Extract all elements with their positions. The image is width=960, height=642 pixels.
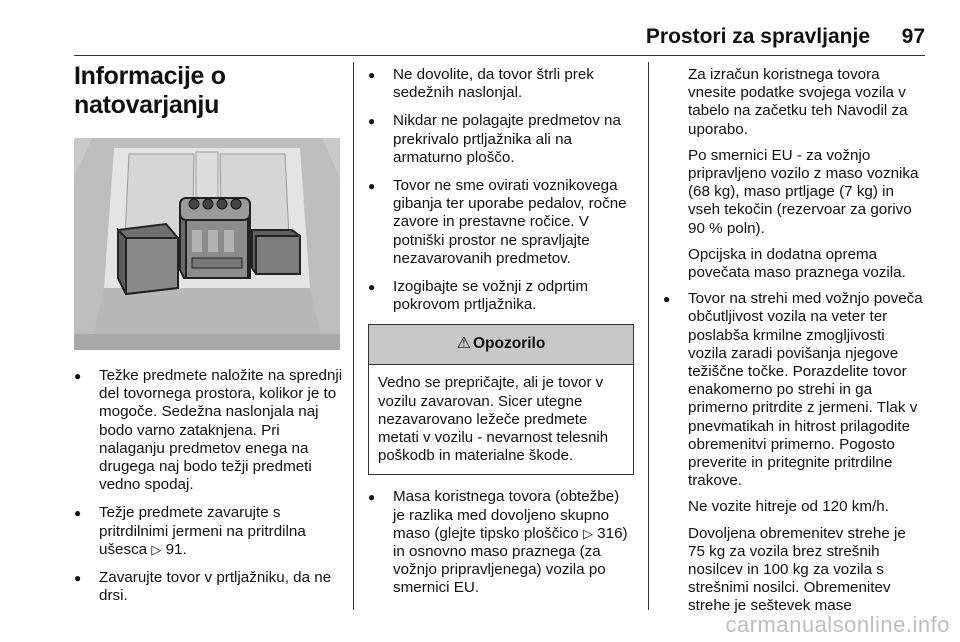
page-ref-arrow-icon: ▷ (151, 541, 162, 557)
list-item: ● Težke predmete naložite na sprednji del tovornega prostora, kolikor je to mogoče. Sedežna naslonjala naj bodo varno zataknjena. Pri nalaganju predmetov enega na drugega naj bodo težji predmeti vedno spodaj. (74, 367, 344, 494)
list-item: ● Nikdar ne polagajte predmetov na prekrivalo prtljažnika ali na armaturno ploščo. (368, 112, 634, 167)
list-item: ● Zavarujte tovor v prtljažniku, da ne drsi. (74, 569, 344, 605)
paragraph: Za izračun koristnega tovora vnesite podatke svojega vozila v tabelo na začetku teh Navodil za uporabo. (688, 66, 908, 138)
section-title-line1: Informacije o (74, 62, 226, 90)
loading-bullets-col2 (368, 66, 634, 314)
page-header-title: Prostori za spravljanje (645, 25, 870, 48)
paragraph: Opcijska in dodatna oprema povečata maso praznega vozila. (688, 245, 906, 282)
warning-title: Opozorilo (473, 335, 546, 353)
bullet-text: in osnovno maso praznega (za vožnjo pripravljenega) vozila po smernici EU. (393, 543, 606, 597)
column-2 (368, 66, 634, 608)
bullet-text: Masa koristnega tovora (obtežbe) je razlika med dovoljeno skupno maso (glejte tipsko ploščico (393, 488, 620, 542)
warning-body: Vedno se prepričajte, ali je tovor v vozilu zavarovan. Sicer utegne nezavarovano ležeče predmete metati v vozilu - nevarnost telesnih poškodb in materialne škode. (378, 374, 609, 465)
header-rule (74, 55, 925, 56)
section-title (74, 62, 344, 120)
cargo-illustration (74, 138, 340, 350)
page-ref: 91. (165, 540, 187, 558)
list-item (368, 488, 634, 597)
list-item: ● Tovor na strehi med vožnjo poveča občutljivost vozila na veter ter poslabša krmilne zmogljivosti vozila zaradi povišanja njegove težiščne točke. Porazdelite tovor enakomerno po strehi in ga primerno pritrdite z jermeni. Tlak v pnevmatikah in hitrost prilagodite obremenitvi primerno. Pogosto preverite in pritegnite pritrdilne trakove. (663, 290, 925, 490)
page-number: 97 (901, 25, 925, 48)
paragraph: Po smernici EU - za vožnjo pripravljeno vozilo z maso voznika (68 kg), maso prtljage (7 kg) in vseh tekočin (rezervoar za gorivo 90 % poln). (688, 146, 919, 237)
warning-icon: ⚠ (456, 335, 471, 353)
warning-box (368, 324, 634, 475)
paragraph: Ne vozite hitreje od 120 km/h. (688, 498, 889, 516)
page-ref: 316) (597, 524, 628, 542)
list-item: ● Izogibajte se vožnji z odprtim pokrovom prtljažnika. (368, 278, 634, 314)
paragraph: Dovoljena obremenitev strehe je 75 kg za vozila brez strešnih nosilcev in 100 kg za vozila s strešnimi nosilci. Obremenitev strehe je seštevek mase (688, 524, 906, 615)
list-item: ● Ne dovolite, da tovor štrli prek sedežnih naslonjal. (368, 66, 634, 102)
section-title-line2: natovarjanju (74, 91, 220, 119)
warning-header (369, 325, 633, 365)
loading-bullets-col1 (74, 367, 344, 605)
column-divider-1 (353, 62, 354, 610)
mass-bullet-list (368, 488, 634, 597)
column-divider-2 (648, 62, 649, 610)
bullet-text: Težje predmete zavarujte s pritrdilnimi jermeni na pritrdilna ušesca (99, 504, 306, 558)
list-item: ● Tovor ne sme ovirati voznikovega gibanja ter uporabe pedalov, ročne zavore in prestavne ročice. V potniški prostor ne spravljajte nezavarovanih predmetov. (368, 177, 634, 268)
page-ref-arrow-icon: ▷ (582, 525, 593, 541)
watermark: carmanualsonline.info (725, 612, 950, 637)
column-1 (74, 62, 344, 615)
roof-bullet-list (663, 290, 925, 490)
column-3 (663, 66, 925, 624)
list-item (74, 504, 344, 559)
